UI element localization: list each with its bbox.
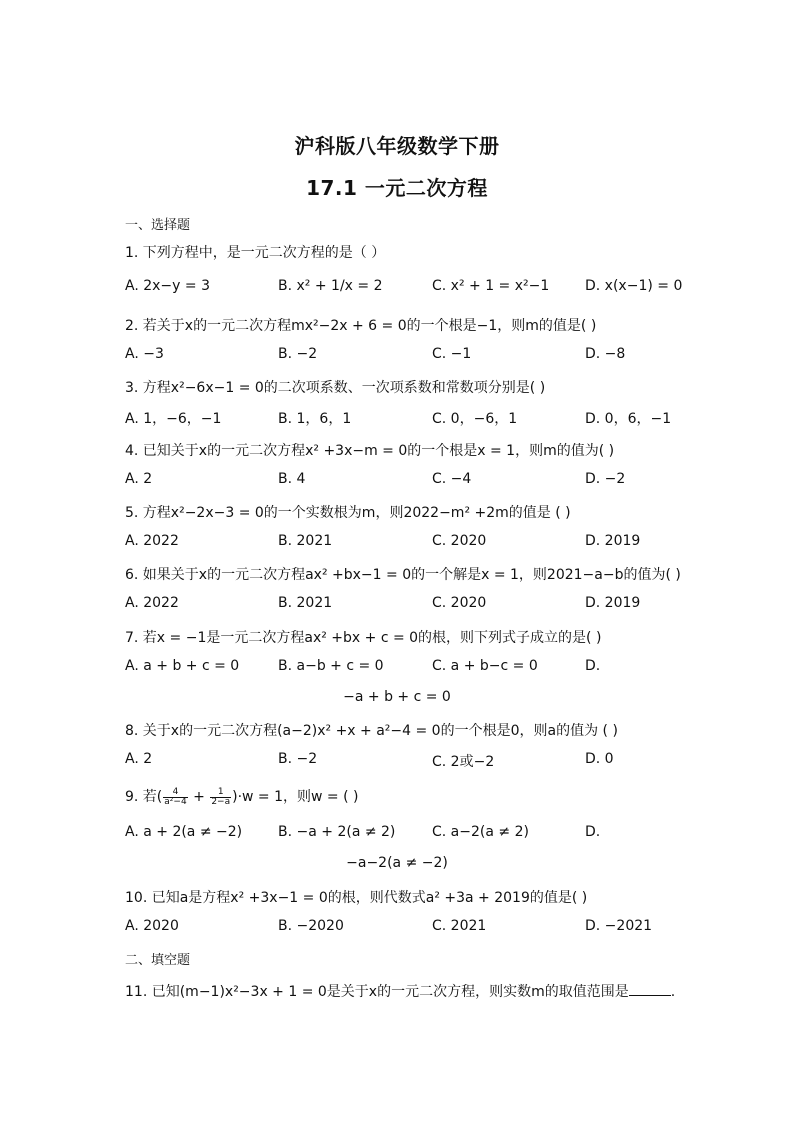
- q9-plus: +: [188, 789, 210, 805]
- section-heading-fill: 二、填空题: [125, 953, 191, 968]
- q9-option-d: D.: [585, 824, 601, 840]
- q9-fraction-2-numerator: 1: [210, 788, 231, 798]
- question-3: 3. 方程x²−6x−1 = 0的二次项系数、一次项系数和常数项分别是( ): [125, 380, 546, 396]
- q3-option-c: C. 0，−6，1: [432, 411, 518, 427]
- q8-option-d: D. 0: [585, 751, 614, 767]
- question-7: 7. 若x = −1是一元二次方程ax² +bx + c = 0的根，则下列式子成立的是( ): [125, 630, 602, 646]
- q9-option-a: A. a + 2(a ≠ −2): [125, 824, 243, 840]
- q4-option-c: C. −4: [432, 471, 472, 487]
- q4-option-b: B. 4: [278, 471, 306, 487]
- q8-option-b: B. −2: [278, 751, 318, 767]
- question-1: 1. 下列方程中，是一元二次方程的是（ ）: [125, 245, 386, 261]
- q9-fraction-2-denominator: 2−a: [211, 796, 231, 807]
- q4-option-a: A. 2: [125, 471, 153, 487]
- question-2: 2. 若关于x的一元二次方程mx²−2x + 6 = 0的一个根是−1，则m的值是( ): [125, 318, 597, 334]
- q1-option-c: C. x² + 1 = x²−1: [432, 278, 550, 294]
- q6-option-d: D. 2019: [585, 595, 641, 611]
- q8-option-a: A. 2: [125, 751, 153, 767]
- question-6: 6. 如果关于x的一元二次方程ax² +bx−1 = 0的一个解是x = 1，则2021−a−b的值为( ): [125, 567, 681, 583]
- q2-option-b: B. −2: [278, 346, 318, 362]
- q11-stem: 11. 已知(m−1)x²−3x + 1 = 0是关于x的一元二次方程，则实数m的取值范围是: [125, 984, 629, 1000]
- q3-option-b: B. 1，6，1: [278, 411, 352, 427]
- q5-option-a: A. 2022: [125, 533, 179, 549]
- section-heading-choice: 一、选择题: [125, 218, 191, 233]
- q6-option-a: A. 2022: [125, 595, 179, 611]
- q1-option-d: D. x(x−1) = 0: [585, 278, 683, 294]
- question-11: [125, 981, 675, 1001]
- q5-option-c: C. 2020: [432, 533, 487, 549]
- document-subtitle: 17.1 一元二次方程: [306, 176, 488, 200]
- q6-option-b: B. 2021: [278, 595, 333, 611]
- q1-option-b: B. x² + 1/x = 2: [278, 278, 383, 294]
- q5-option-d: D. 2019: [585, 533, 641, 549]
- q2-option-a: A. −3: [125, 346, 164, 362]
- q9-fraction-1: [163, 788, 187, 807]
- q9-option-b: B. −a + 2(a ≠ 2): [278, 824, 396, 840]
- q5-option-b: B. 2021: [278, 533, 333, 549]
- q9-fraction-2: [210, 788, 231, 807]
- q9-option-d-text: −a−2(a ≠ −2): [346, 855, 448, 871]
- q7-option-b: B. a−b + c = 0: [278, 658, 384, 674]
- q6-option-c: C. 2020: [432, 595, 487, 611]
- answer-blank[interactable]: [629, 983, 671, 996]
- question-9: [125, 786, 358, 807]
- question-4: 4. 已知关于x的一元二次方程x² +3x−m = 0的一个根是x = 1，则m的值为( ): [125, 443, 615, 459]
- q10-option-c: C. 2021: [432, 918, 487, 934]
- question-10: 10. 已知a是方程x² +3x−1 = 0的根，则代数式a² +3a + 2019的值是( ): [125, 890, 588, 906]
- q10-option-d: D. −2021: [585, 918, 653, 934]
- q4-option-d: D. −2: [585, 471, 626, 487]
- q7-option-d: D.: [585, 658, 601, 674]
- q9-fraction-1-denominator: a²−4: [164, 796, 187, 807]
- q9-fraction-1-numerator: 4: [163, 788, 187, 798]
- q3-option-d: D. 0，6，−1: [585, 411, 672, 427]
- document-title: 沪科版八年级数学下册: [294, 134, 500, 158]
- q11-period: .: [670, 984, 676, 1000]
- q1-option-a: A. 2x−y = 3: [125, 278, 210, 294]
- q7-option-d-text: −a + b + c = 0: [343, 689, 451, 705]
- q2-option-c: C. −1: [432, 346, 472, 362]
- q9-option-c: C. a−2(a ≠ 2): [432, 824, 529, 840]
- q9-stem-prefix: 9. 若(: [125, 789, 163, 805]
- q10-option-a: A. 2020: [125, 918, 179, 934]
- q10-option-b: B. −2020: [278, 918, 344, 934]
- q2-option-d: D. −8: [585, 346, 626, 362]
- q8-option-c: C. 2或−2: [432, 754, 495, 770]
- q9-stem-suffix: )·w = 1，则w = ( ): [232, 789, 359, 805]
- question-5: 5. 方程x²−2x−3 = 0的一个实数根为m，则2022−m² +2m的值是 ( ): [125, 505, 571, 521]
- q3-option-a: A. 1，−6，−1: [125, 411, 222, 427]
- q7-option-c: C. a + b−c = 0: [432, 658, 538, 674]
- q7-option-a: A. a + b + c = 0: [125, 658, 240, 674]
- question-8: 8. 关于x的一元二次方程(a−2)x² +x + a²−4 = 0的一个根是0，则a的值为 ( ): [125, 723, 618, 739]
